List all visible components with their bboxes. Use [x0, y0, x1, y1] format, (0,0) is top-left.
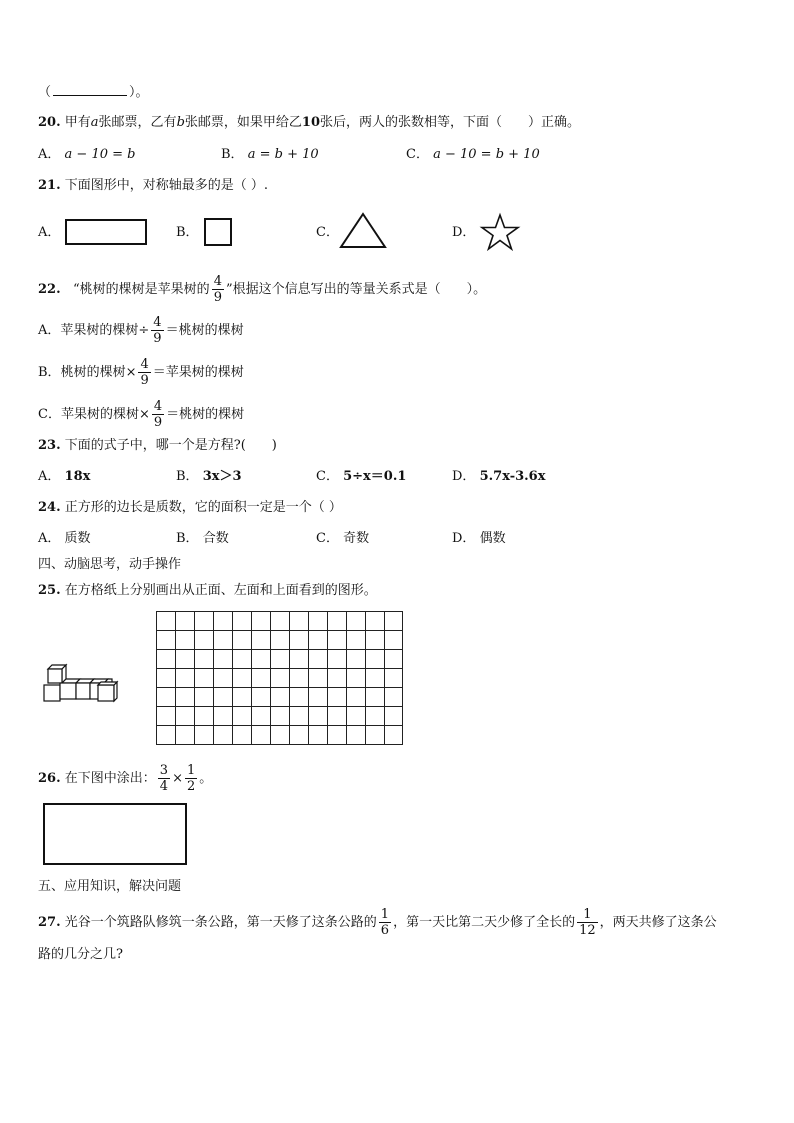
q24-option-c[interactable]: C． 奇数 [316, 531, 370, 546]
question-23: 23. 下面的式子中，哪一个是方程?( ) [38, 438, 277, 453]
section-heading-5: 五、应用知识，解决问题 [38, 879, 182, 894]
q24-option-a[interactable]: A． 质数 [38, 531, 91, 546]
question-number: 24. [38, 500, 61, 515]
fraction: $\frac{1}{6}$ [380, 907, 390, 938]
q24-option-b[interactable]: B． 合数 [176, 531, 229, 546]
question-number: 21. [38, 178, 61, 193]
q24-option-d[interactable]: D． 偶数 [452, 531, 506, 546]
question-25: 25. 在方格纸上分别画出从正面、左面和上面看到的图形。 [38, 583, 377, 598]
q22-option-a[interactable]: A．苹果树的棵树÷ $\frac{4}{9}$ ＝桃树的棵树 [38, 315, 244, 346]
square-icon [204, 218, 232, 246]
fraction: $\frac{4}{9}$ [213, 274, 222, 305]
fraction: $\frac{1}{12}$ [579, 907, 596, 938]
q23-option-a[interactable]: A． 18x [38, 469, 91, 484]
cube-stack-figure [42, 663, 118, 703]
fraction: $\frac{3}{4}$ [159, 763, 169, 794]
question-number: 25. [38, 583, 61, 598]
fraction: $\frac{4}{9}$ [153, 315, 162, 346]
previous-question-blank: （ ）。 [38, 82, 149, 102]
grid-paper[interactable] [156, 611, 403, 745]
q21-option-a[interactable]: A． [38, 225, 61, 240]
q20-option-a[interactable]: A． a − 10 = b [38, 147, 136, 162]
question-22: 22. “桃树的棵树是苹果树的 $\frac{4}{9}$ ”根据这个信息写出的等量关系式是（ ）。 [38, 274, 487, 305]
question-number: 22. [38, 282, 61, 297]
question-number: 26. [38, 771, 61, 786]
rectangle-icon [65, 219, 147, 245]
q20-option-c[interactable]: C． a − 10 = b + 10 [406, 147, 540, 162]
triangle-icon [340, 213, 386, 249]
shading-rectangle[interactable] [43, 803, 187, 865]
q23-option-c[interactable]: C． 5÷x＝0.1 [316, 469, 407, 484]
q22-option-b[interactable]: B．桃树的棵树× $\frac{4}{9}$ ＝苹果树的棵树 [38, 357, 244, 388]
fraction: $\frac{4}{9}$ [153, 399, 163, 430]
question-number: 20. [38, 115, 61, 130]
star-icon [481, 214, 519, 250]
q22-option-c[interactable]: C．苹果树的棵树× $\frac{4}{9}$ ＝桃树的棵树 [38, 399, 245, 430]
section-heading-4: 四、动脑思考，动手操作 [38, 557, 182, 572]
question-27: 27. 光谷一个筑路队修筑一条公路，第一天修了这条公路的 $\frac{1}{6}$ ，第一天比第二天少修了全长的 $\frac{1}{12}$ ，两天共修了这条公 [38, 907, 717, 938]
question-number: 27. [38, 915, 61, 930]
question-21: 21. 下面图形中，对称轴最多的是（ ）. [38, 178, 269, 193]
q21-option-b[interactable]: B． [176, 225, 199, 240]
fraction: $\frac{1}{2}$ [186, 763, 196, 794]
fraction: $\frac{4}{9}$ [140, 357, 149, 388]
q21-option-d[interactable]: D． [452, 225, 476, 240]
q23-option-b[interactable]: B． 3x＞3 [176, 469, 242, 484]
answer-blank[interactable] [53, 82, 127, 96]
q20-option-b[interactable]: B． a = b + 10 [221, 147, 319, 162]
q23-option-d[interactable]: D． 5.7x-3.6x [452, 469, 546, 484]
question-24: 24. 正方形的边长是质数，它的面积一定是一个（ ） [38, 500, 342, 515]
question-number: 23. [38, 438, 61, 453]
question-27-continued: 路的几分之几? [38, 947, 123, 962]
q21-option-c[interactable]: C． [316, 225, 339, 240]
question-20: 20. 甲有a张邮票，乙有b张邮票，如果甲给乙10张后，两人的张数相等，下面（ ）正确。 [38, 115, 581, 130]
question-26: 26. 在下图中涂出： $\frac{3}{4}$ × $\frac{1}{2}$ 。 [38, 763, 213, 794]
